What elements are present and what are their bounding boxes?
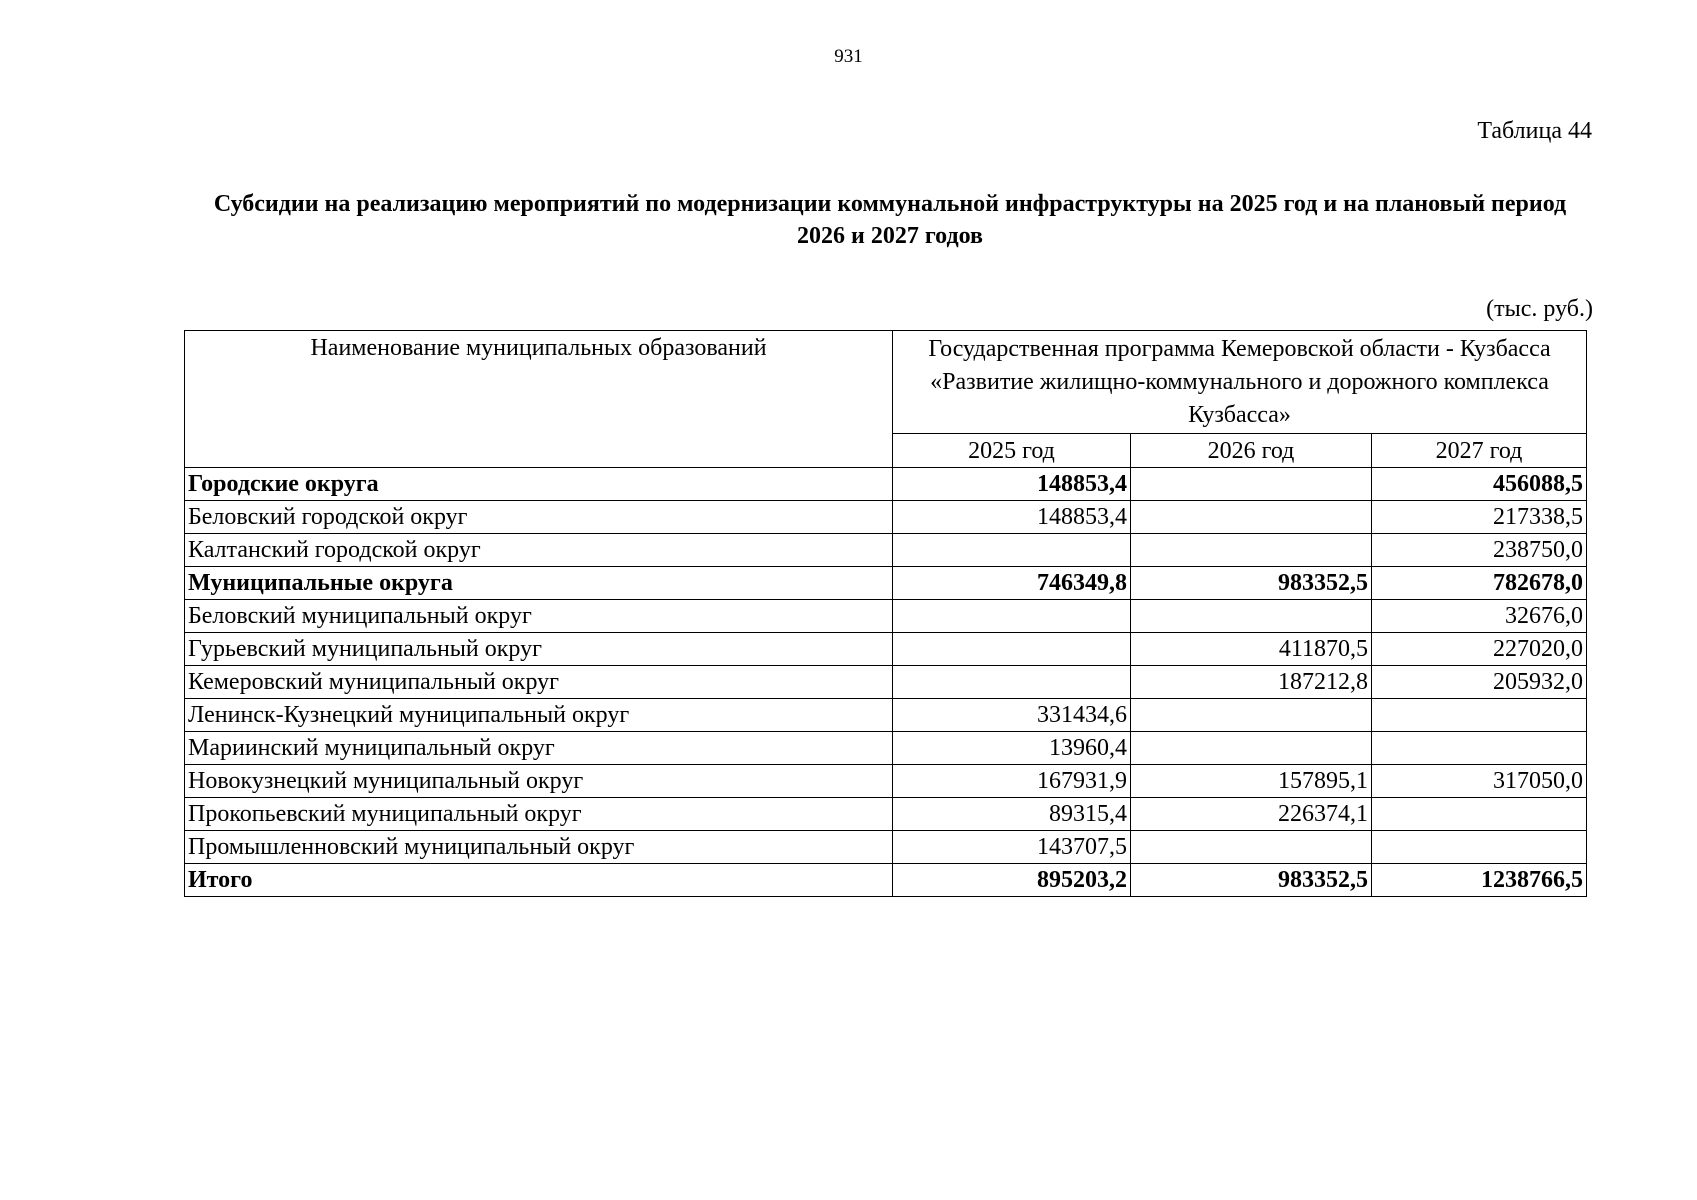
value-2027-cell	[1372, 732, 1587, 765]
value-2025-cell	[893, 666, 1131, 699]
value-2026-cell: 983352,5	[1131, 567, 1372, 600]
document-title: Субсидии на реализацию мероприятий по модернизации коммунальной инфраструктуры на 2025 год и на плановый период 2026 и 2027 годов	[213, 191, 1567, 249]
row-name-cell: Беловский муниципальный округ	[185, 600, 893, 633]
value-2025-cell: 331434,6	[893, 699, 1131, 732]
value-2026-cell: 226374,1	[1131, 798, 1372, 831]
table-row	[185, 468, 1587, 501]
value-2027-cell: 217338,5	[1372, 501, 1587, 534]
value-2026-cell	[1131, 600, 1372, 633]
value-2027-cell: 317050,0	[1372, 765, 1587, 798]
value-2025-cell	[893, 534, 1131, 567]
row-name-cell: Итого	[185, 864, 893, 897]
header-year-2027: 2027 год	[1372, 434, 1587, 468]
header-year-2025: 2025 год	[893, 434, 1131, 468]
value-2026-cell	[1131, 699, 1372, 732]
value-2025-cell: 143707,5	[893, 831, 1131, 864]
row-name-cell: Промышленновский муниципальный округ	[185, 831, 893, 864]
value-2025-cell: 13960,4	[893, 732, 1131, 765]
value-2025-cell: 167931,9	[893, 765, 1131, 798]
row-name-cell: Новокузнецкий муниципальный округ	[185, 765, 893, 798]
value-2027-cell: 238750,0	[1372, 534, 1587, 567]
value-2026-cell	[1131, 534, 1372, 567]
table-row	[185, 765, 1587, 798]
value-2027-cell	[1372, 831, 1587, 864]
value-2025-cell: 746349,8	[893, 567, 1131, 600]
table-row	[185, 501, 1587, 534]
value-2025-cell: 89315,4	[893, 798, 1131, 831]
row-name-cell: Ленинск-Кузнецкий муниципальный округ	[185, 699, 893, 732]
table-row	[185, 534, 1587, 567]
value-2026-cell	[1131, 468, 1372, 501]
table-row	[185, 864, 1587, 897]
table-row	[185, 600, 1587, 633]
value-2026-cell: 187212,8	[1131, 666, 1372, 699]
value-2027-cell: 205932,0	[1372, 666, 1587, 699]
row-name-cell: Кемеровский муниципальный округ	[185, 666, 893, 699]
header-year-2026: 2026 год	[1131, 434, 1372, 468]
value-2027-cell: 456088,5	[1372, 468, 1587, 501]
table-body	[185, 468, 1587, 897]
value-2027-cell: 227020,0	[1372, 633, 1587, 666]
page-number: 931	[834, 46, 863, 67]
value-2025-cell	[893, 633, 1131, 666]
value-2027-cell	[1372, 798, 1587, 831]
row-name-cell: Городские округа	[185, 468, 893, 501]
table-label: Таблица 44	[1477, 118, 1592, 144]
value-2026-cell: 983352,5	[1131, 864, 1372, 897]
value-2026-cell	[1131, 831, 1372, 864]
value-2027-cell	[1372, 699, 1587, 732]
value-2025-cell: 895203,2	[893, 864, 1131, 897]
table-row	[185, 732, 1587, 765]
value-2026-cell: 411870,5	[1131, 633, 1372, 666]
header-program: Государственная программа Кемеровской области - Кузбасса «Развитие жилищно-коммунального и дорожного комплекса Кузбасса»	[893, 331, 1587, 434]
value-2027-cell: 32676,0	[1372, 600, 1587, 633]
header-municipality-name: Наименование муниципальных образований	[185, 331, 893, 468]
table-row	[185, 699, 1587, 732]
row-name-cell: Прокопьевский муниципальный округ	[185, 798, 893, 831]
value-2027-cell: 782678,0	[1372, 567, 1587, 600]
row-name-cell: Калтанский городской округ	[185, 534, 893, 567]
table-row	[185, 831, 1587, 864]
value-2026-cell	[1131, 501, 1372, 534]
units-label: (тыс. руб.)	[1486, 296, 1593, 322]
subsidies-table	[184, 330, 1587, 897]
row-name-cell: Гурьевский муниципальный округ	[185, 633, 893, 666]
table-row	[185, 633, 1587, 666]
row-name-cell: Муниципальные округа	[185, 567, 893, 600]
table-row	[185, 798, 1587, 831]
table-row	[185, 567, 1587, 600]
table-row	[185, 666, 1587, 699]
value-2026-cell	[1131, 732, 1372, 765]
value-2026-cell: 157895,1	[1131, 765, 1372, 798]
value-2025-cell: 148853,4	[893, 501, 1131, 534]
row-name-cell: Мариинский муниципальный округ	[185, 732, 893, 765]
value-2025-cell	[893, 600, 1131, 633]
value-2027-cell: 1238766,5	[1372, 864, 1587, 897]
value-2025-cell: 148853,4	[893, 468, 1131, 501]
row-name-cell: Беловский городской округ	[185, 501, 893, 534]
